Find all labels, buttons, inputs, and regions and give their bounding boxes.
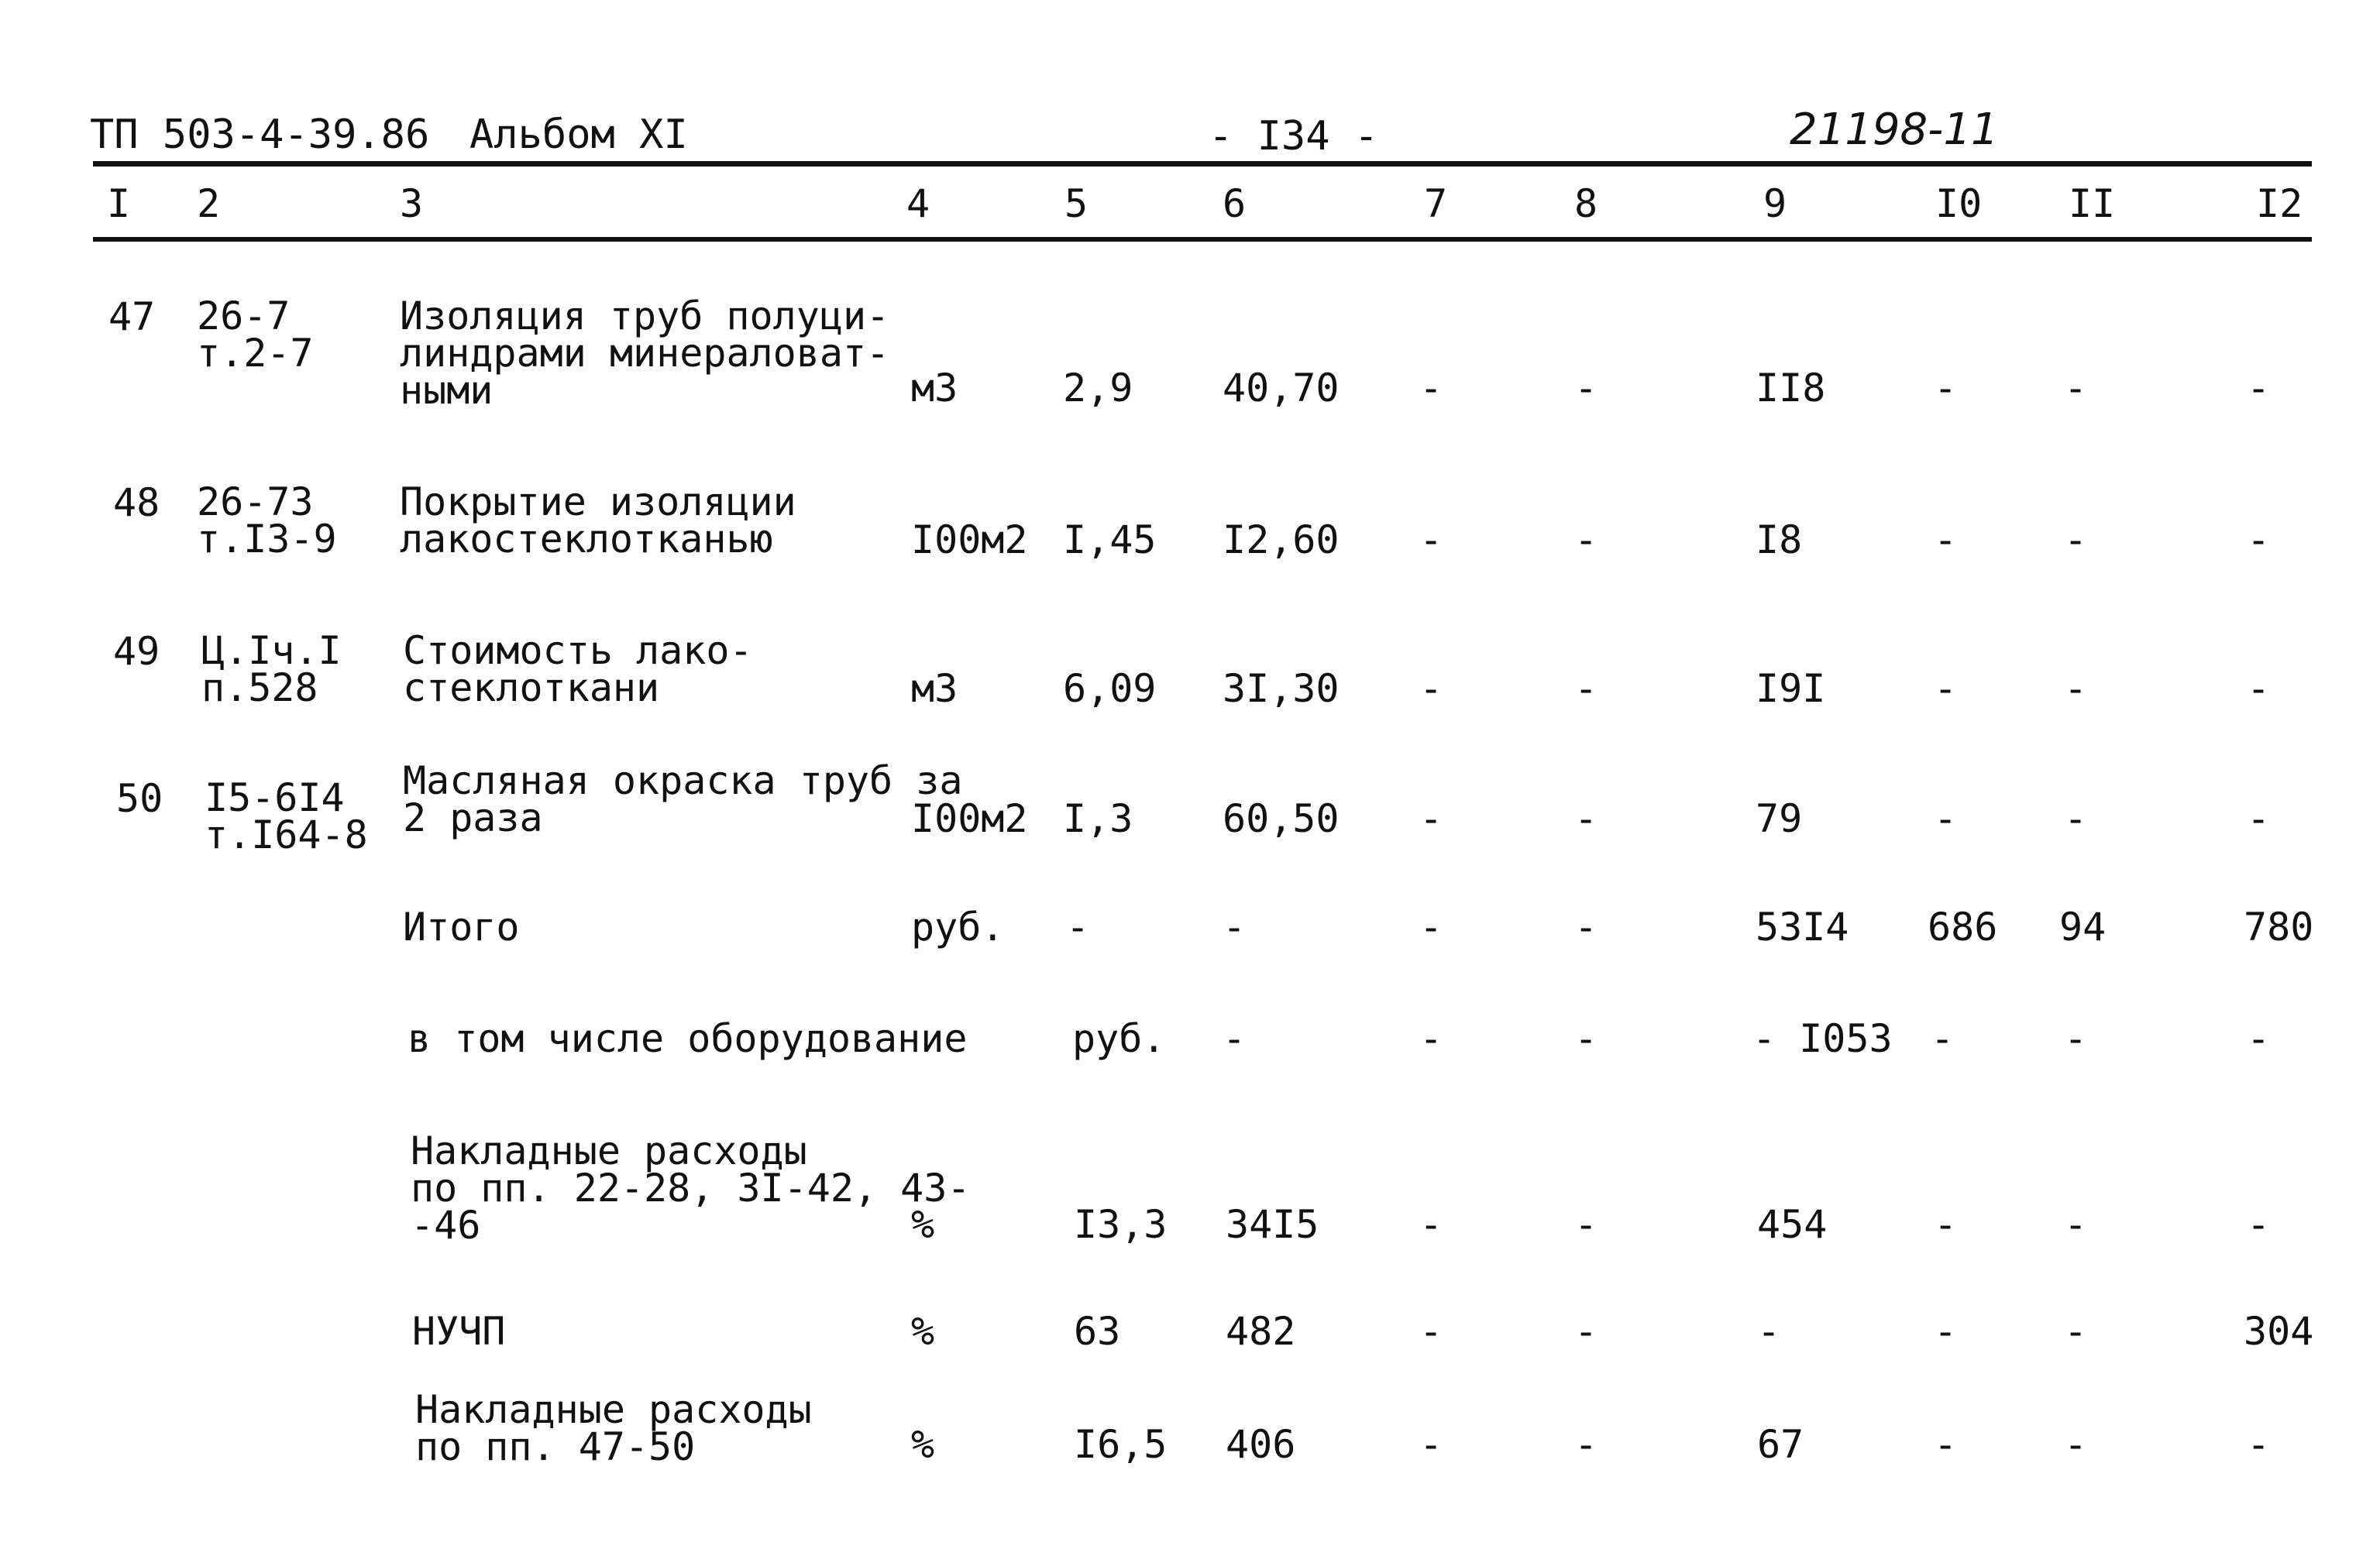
col-7: - (1419, 517, 1443, 562)
col-11: - (2064, 796, 2088, 841)
total-cost: - I053 (1752, 1016, 1893, 1061)
summary-label: НУЧП (412, 1309, 506, 1354)
row-number: 50 (116, 776, 163, 821)
unit: м3 (911, 366, 958, 410)
unit-price: 3I,30 (1223, 666, 1340, 711)
page-number: - I34 - (1209, 113, 1379, 160)
col-7: - (1419, 1422, 1443, 1467)
col-8: - (1574, 517, 1598, 562)
col-10: 686 (1928, 905, 1998, 950)
quantity: 63 (1074, 1309, 1121, 1354)
col-8: - (1574, 366, 1598, 410)
col-8: - (1574, 796, 1598, 841)
col-11: - (2064, 517, 2088, 562)
col-10: - (1934, 1202, 1958, 1247)
quantity: I,45 (1063, 517, 1157, 562)
col-12: 780 (2244, 905, 2314, 950)
unit: % (911, 1309, 935, 1354)
col-11: 94 (2059, 905, 2107, 950)
col-header-3: 3 (400, 181, 424, 226)
col-8: - (1574, 1016, 1598, 1061)
col-12: - (2247, 1202, 2271, 1247)
unit-price: 60,50 (1223, 796, 1340, 841)
summary-label: Накладные расходы по пп. 47-50 (415, 1387, 812, 1469)
norm-code: I5-6I4 т.I64-8 (205, 775, 368, 857)
unit-price: 40,70 (1223, 366, 1340, 410)
col-header-2: 2 (197, 181, 221, 226)
total-cost: 67 (1757, 1422, 1804, 1467)
col-8: - (1574, 905, 1598, 950)
col-7: - (1419, 1016, 1443, 1061)
col-header-9: 9 (1763, 181, 1787, 226)
total-cost: 53I4 (1756, 905, 1849, 950)
unit: руб. (911, 905, 1005, 950)
col-12: 304 (2244, 1309, 2314, 1354)
col-8: - (1574, 1309, 1598, 1354)
unit-price: I2,60 (1223, 517, 1340, 562)
unit: % (911, 1422, 935, 1467)
header-rule-top (93, 161, 2312, 167)
quantity: I3,3 (1074, 1202, 1168, 1247)
norm-code: Ц.Iч.I п.528 (201, 628, 342, 710)
col-10: - (1934, 517, 1958, 562)
col-7: - (1419, 1202, 1443, 1247)
row-number: 49 (113, 629, 160, 674)
col-11: - (2064, 1422, 2088, 1467)
unit: I00м2 (911, 517, 1028, 562)
work-description: Стоимость лако- стеклоткани (403, 628, 753, 710)
col-12: - (2247, 666, 2271, 711)
col-12: - (2247, 517, 2271, 562)
unit: руб. (1072, 1016, 1166, 1061)
col-header-11: II (2069, 181, 2116, 226)
col-8: - (1574, 1202, 1598, 1247)
col-7: - (1419, 1309, 1443, 1354)
col-11: - (2064, 666, 2088, 711)
unit-price: - (1223, 905, 1247, 950)
quantity: I6,5 (1074, 1422, 1168, 1467)
unit: м3 (911, 666, 958, 711)
quantity: 2,9 (1063, 366, 1133, 410)
total-cost: 454 (1757, 1202, 1828, 1247)
unit-price: - (1223, 1016, 1247, 1061)
unit-price: 34I5 (1226, 1202, 1319, 1247)
col-12: - (2247, 1422, 2271, 1467)
col-7: - (1419, 666, 1443, 711)
col-11: - (2064, 366, 2088, 410)
col-7: - (1419, 366, 1443, 410)
col-header-10: I0 (1935, 181, 1983, 226)
work-description: Покрытие изоляции лакостеклотканью (400, 479, 796, 562)
col-12: - (2247, 796, 2271, 841)
col-12: - (2247, 366, 2271, 410)
col-10: - (1934, 1309, 1958, 1354)
total-cost: I9I (1756, 666, 1826, 711)
col-11: - (2064, 1202, 2088, 1247)
col-10: - (1934, 666, 1958, 711)
unit: I00м2 (911, 796, 1028, 841)
summary-label: Накладные расходы по пп. 22-28, 3I-42, 43- -46 (411, 1128, 971, 1248)
summary-label: в том числе оборудование (408, 1016, 968, 1061)
col-7: - (1419, 796, 1443, 841)
work-description: Изоляция труб полуци- линдрами минераловат- ными (400, 294, 890, 413)
album-title: Альбом XI (469, 112, 688, 158)
unit-price: 482 (1226, 1309, 1296, 1354)
col-7: - (1419, 905, 1443, 950)
row-number: 48 (113, 480, 160, 525)
col-header-12: I2 (2256, 181, 2303, 226)
quantity: 6,09 (1063, 666, 1157, 711)
col-header-5: 5 (1064, 181, 1089, 226)
col-8: - (1574, 1422, 1598, 1467)
handwritten-stamp: 21198-11 (1790, 105, 1999, 155)
unit: % (911, 1202, 935, 1247)
quantity: I,3 (1063, 796, 1133, 841)
col-10: - (1934, 366, 1958, 410)
total-cost: - (1757, 1309, 1781, 1354)
col-12: - (2247, 1016, 2271, 1061)
col-11: - (2064, 1309, 2088, 1354)
col-10: - (1934, 1422, 1958, 1467)
col-header-1: I (107, 181, 131, 226)
summary-label: Итого (403, 905, 520, 950)
norm-code: 26-7 т.2-7 (197, 294, 314, 376)
unit-price: 406 (1226, 1422, 1296, 1467)
col-10: - (1931, 1016, 1955, 1061)
row-number: 47 (108, 294, 156, 339)
col-10: - (1934, 796, 1958, 841)
col-header-6: 6 (1223, 181, 1247, 226)
col-header-8: 8 (1574, 181, 1598, 226)
col-11: - (2064, 1016, 2088, 1061)
work-description: Масляная окраска труб за 2 раза (403, 758, 963, 840)
quantity: - (1066, 905, 1090, 950)
col-header-4: 4 (906, 181, 930, 226)
total-cost: II8 (1756, 366, 1826, 410)
total-cost: 79 (1756, 796, 1803, 841)
header-rule-bottom (93, 237, 2312, 242)
norm-code: 26-73 т.I3-9 (197, 479, 337, 562)
col-8: - (1574, 666, 1598, 711)
doc-code: ТП 503-4-39.86 (90, 112, 430, 158)
total-cost: I8 (1756, 517, 1803, 562)
col-header-7: 7 (1424, 181, 1448, 226)
